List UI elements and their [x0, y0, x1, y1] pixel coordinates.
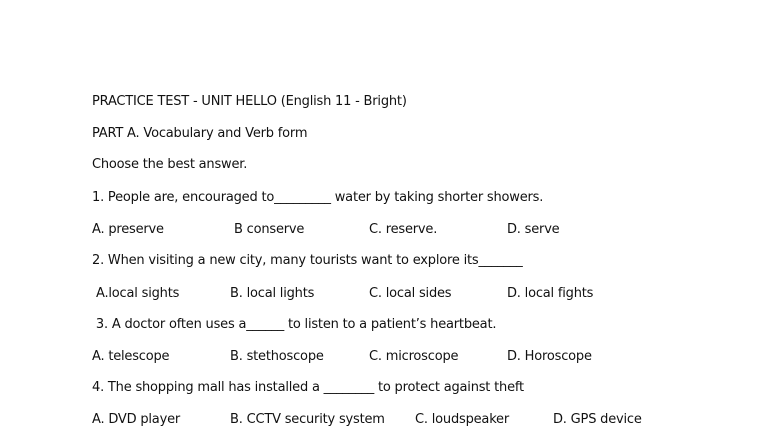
- question-2-option-b: B. local lights: [230, 286, 315, 301]
- question-4-text: 4. The shopping mall has installed a ________ to protect against theft: [92, 380, 524, 395]
- question-1-option-c: C. reserve.: [369, 222, 438, 237]
- question-2-option-a: A.local sights: [96, 286, 180, 301]
- question-2-option-d: D. local fights: [507, 286, 594, 301]
- question-1-option-b: B conserve: [234, 222, 305, 237]
- question-4-option-d: D. GPS device: [553, 412, 642, 427]
- question-1-option-a: A. preserve: [92, 222, 164, 237]
- question-4-option-b: B. CCTV security system: [230, 412, 385, 427]
- question-1-text: 1. People are, encouraged to_________ water by taking shorter showers.: [92, 190, 544, 205]
- question-4-option-a: A. DVD player: [92, 412, 181, 427]
- question-3-option-a: A. telescope: [92, 349, 170, 364]
- question-3-text: 3. A doctor often uses a______ to listen to a patient’s heartbeat.: [92, 317, 497, 332]
- part-heading: PART A. Vocabulary and Verb form: [92, 126, 308, 141]
- instruction-text: Choose the best answer.: [92, 157, 248, 172]
- question-3-option-d: D. Horoscope: [507, 349, 592, 364]
- document-title: PRACTICE TEST - UNIT HELLO (English 11 - Bright): [92, 94, 407, 109]
- question-1-option-d: D. serve: [507, 222, 560, 237]
- question-3-option-b: B. stethoscope: [230, 349, 324, 364]
- question-3-option-c: C. microscope: [369, 349, 459, 364]
- question-2-option-c: C. local sides: [369, 286, 452, 301]
- question-2-text: 2. When visiting a new city, many tourists want to explore its_______: [92, 253, 523, 268]
- question-4-option-c: C. loudspeaker: [415, 412, 509, 427]
